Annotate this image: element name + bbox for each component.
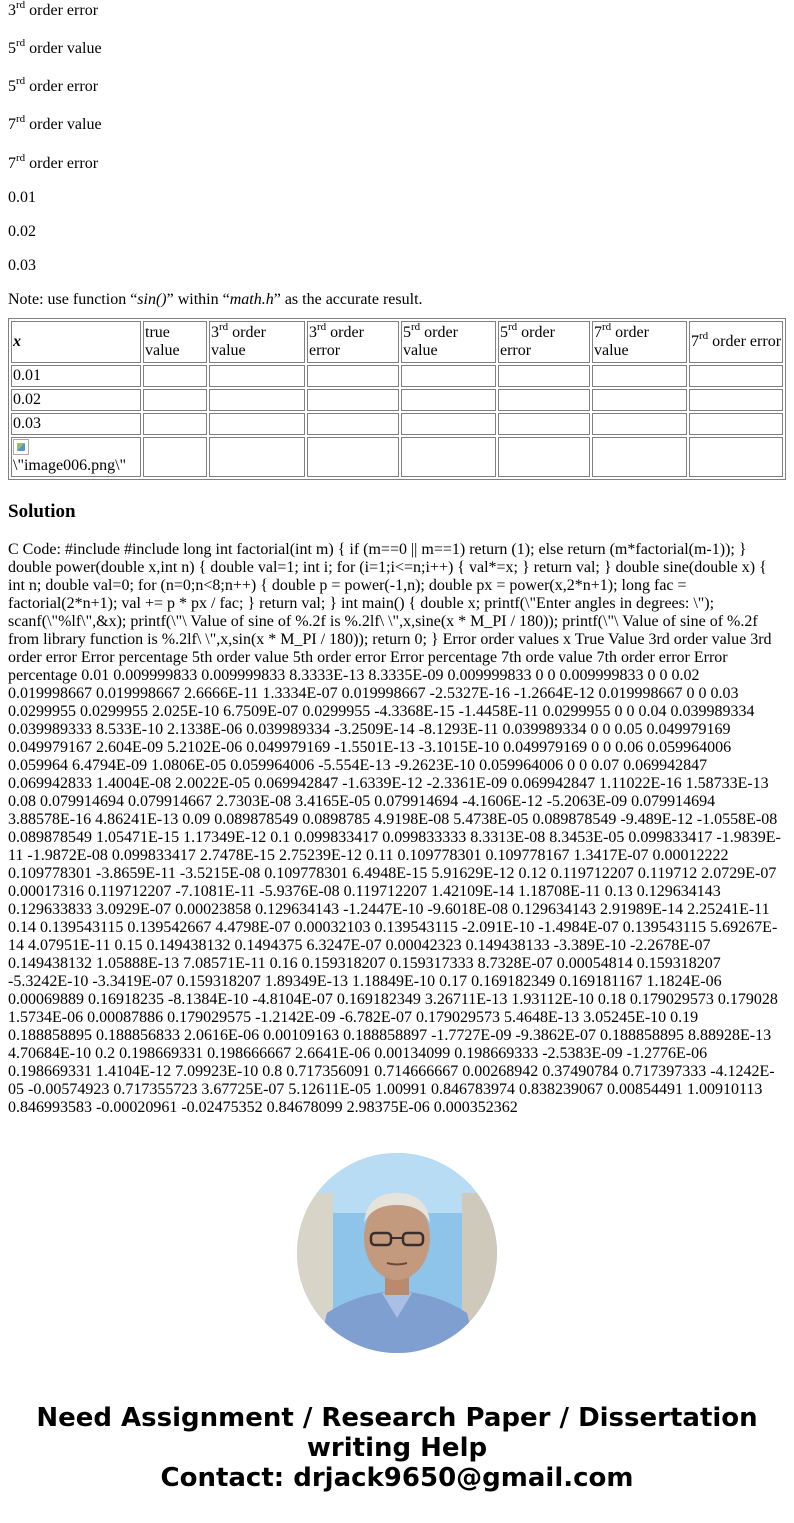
cell-empty [689,437,783,477]
x-value-line: 0.03 [8,257,36,274]
table-row [11,389,783,411]
promo-banner [0,1403,794,1493]
x-value-line: 0.02 [8,223,36,240]
broken-image-icon [13,439,29,455]
header-7th-error: 7rd order error [689,321,783,363]
header-5th-error: 5rd order error [498,321,590,363]
image-alt-text: \"image006.png\" [13,457,127,474]
intro-line-7th-error: 7rd order error [8,151,99,172]
cell-x: 0.02 [11,389,141,411]
cell-empty [307,389,399,411]
cell-empty [209,365,305,387]
cell-empty [689,389,783,411]
promo-contact: Contact: drjack9650@gmail.com [160,1463,634,1493]
x-value-line: 0.01 [8,189,36,206]
intro-line-3rd-error: 3rd order error [8,0,99,19]
header-5th-value: 5rd order value [401,321,496,363]
header-7th-value: 7rd order value [592,321,687,363]
table-header-row [11,321,783,363]
cell-empty [592,365,687,387]
header-3rd-error: 3rd order error [307,321,399,363]
intro-line-5th-error: 5rd order error [8,74,99,95]
cell-empty [401,365,496,387]
cell-empty [592,437,687,477]
header-x: x [11,321,141,363]
cell-empty [209,389,305,411]
cell-empty [307,365,399,387]
avatar-portrait [297,1153,497,1353]
table-row-image [11,437,783,477]
cell-empty [307,413,399,435]
header-true-value: true value [143,321,207,363]
cell-empty [307,437,399,477]
cell-empty [498,365,590,387]
cell-empty [689,413,783,435]
cell-empty [401,389,496,411]
author-avatar [297,1153,497,1353]
note-text: Note: use function “sin()” within “math.h” as the accurate result. [8,291,423,308]
cell-empty [689,365,783,387]
header-3rd-value: 3rd order value [209,321,305,363]
promo-line: writing Help [306,1433,488,1463]
cell-empty [498,413,590,435]
cell-empty [498,437,590,477]
cell-empty [592,413,687,435]
table-row [11,413,783,435]
error-table [8,318,786,480]
cell-empty [143,389,207,411]
cell-empty [498,389,590,411]
cell-empty [209,413,305,435]
cell-x: 0.01 [11,365,141,387]
cell-empty [401,413,496,435]
solution-heading: Solution [8,501,76,522]
solution-body: C Code: #include #include long int factorial(int m) { if (m==0 || m==1) return (1); else return (m*factorial(m-1)); } double power(double x,int n) { double val=1; int i; for (i=1;i<=n;i++) { val*=x; } return val; } double sine(double x) { int n; double val=0; for (n=0;n<8;n++) { double p = power(-1,n); double px = power(x,2*n+1); long fac = factorial(2*n+1); val += p * px / fac; } return val; } int main() { double x; printf(\"Enter angles in degrees: \"); scanf(\"%lf\",&x); printf(\"\ Value of sine of %.2f is %.2lf\ \",x,sine(x * M_PI / 180)); printf(\"\ Value of sine of %.2f from library function is %.2lf\ \",x,sin(x * M_PI / 180)); return 0; } Error order values x True Value 3rd order value 3rd order error Error percentage 5th order value 5th order error Error percentage 7th orde value 7th order error Error percentage 0.01 0.009999833 0.009999833 8.3333E-13 8.3335E-09 0.009999833 0 0 0.009999833 0 0 0.02 0.019998667 0.019998667 2.6666E-11 1.3334E-07 0.019998667 -2.5327E-16 -1.2664E-12 0.019998667 0 0 0.03 0.0299955 0.0299955 2.025E-10 6.7509E-07 0.0299955 -4.3368E-15 -1.4458E-11 0.0299955 0 0 0.04 0.039989334 0.039989333 8.533E-10 2.1338E-06 0.039989334 -3.2509E-14 -8.1293E-11 0.039989334 0 0 0.05 0.049979169 0.049979167 2.604E-09 5.2102E-06 0.049979169 -1.5501E-13 -3.1015E-10 0.049979169 0 0 0.06 0.059964006 0.059964 6.4794E-09 1.0806E-05 0.059964006 -5.554E-13 -9.2623E-10 0.059964006 0 0 0.07 0.069942847 0.069942833 1.4004E-08 2.0022E-05 0.069942847 -1.6339E-12 -2.3361E-09 0.069942847 1.11022E-16 1.58733E-13 0.08 0.079914694 0.079914667 2.7303E-08 3.4165E-05 0.079914694 -4.1606E-12 -5.2063E-09 0.079914694 3.88578E-16 4.86241E-13 0.09 0.089878549 0.0898785 4.9198E-08 5.4738E-05 0.089878549 -9.489E-12 -1.0558E-08 0.089878549 1.05471E-15 1.17349E-12 0.1 0.099833417 0.099833333 8.3313E-08 8.3453E-05 0.099833417 -1.9839E-11 -1.9872E-08 0.099833417 2.7478E-15 2.75239E-12 0.11 0.109778301 0.109778167 1.3417E-07 0.00012222 0.109778301 -3.8659E-11 -3.5215E-08 0.109778301 6.4948E-15 5.91629E-12 0.12 0.119712207 0.119712 2.0729E-07 0.00017316 0.119712207 -7.1081E-11 -5.9376E-08 0.119712207 1.42109E-14 1.18708E-11 0.13 0.129634143 0.129633833 3.0929E-07 0.00023858 0.129634143 -1.2447E-10 -9.6018E-08 0.129634143 2.91989E-14 2.25241E-11 0.14 0.139543115 0.139542667 4.4798E-07 0.00032103 0.139543115 -2.091E-10 -1.4984E-07 0.139543115 5.69267E-14 4.07951E-11 0.15 0.149438132 0.1494375 6.3247E-07 0.00042323 0.149438133 -3.389E-10 -2.2678E-07 0.149438132 1.05888E-13 7.08571E-11 0.16 0.159318207 0.159317333 8.7328E-07 0.00054814 0.159318207 -5.3242E-10 -3.3419E-07 0.159318207 1.89349E-13 1.18849E-10 0.17 0.169182349 0.169181167 1.1824E-06 0.00069889 0.16918235 -8.1384E-10 -4.8104E-07 0.169182349 3.26711E-13 1.93112E-10 0.18 0.179029573 0.179028 1.5734E-06 0.00087886 0.179029575 -1.2142E-09 -6.782E-07 0.179029573 5.4648E-13 3.05245E-10 0.19 0.188858895 0.188856833 2.0616E-06 0.00109163 0.188858897 -1.7727E-09 -9.3862E-07 0.188858895 8.88928E-13 4.70684E-10 0.2 0.198669331 0.198666667 2.6641E-06 0.00134099 0.198669333 -2.5383E-09 -1.2776E-06 0.198669331 1.4104E-12 7.09923E-10 0.8 0.717356091 0.714666667 0.00268942 0.37490784 0.717397333 -4.1242E-05 -0.00574923 0.717355723 3.67725E-07 5.12611E-05 1.00991 0.846783974 0.838239067 0.00854491 1.00910113 0.846993583 -0.00020961 -0.02475352 0.84678099 2.98375E-06 0.000352362 [8,541,781,1116]
intro-line-5th-value: 5rd order value [8,36,102,57]
broken-image-cell [11,437,141,477]
cell-empty [592,389,687,411]
cell-empty [401,437,496,477]
cell-empty [143,365,207,387]
table-row [11,365,783,387]
cell-empty [209,437,305,477]
cell-empty [143,437,207,477]
cell-x: 0.03 [11,413,141,435]
cell-empty [143,413,207,435]
promo-line: Need Assignment / Research Paper / Dissertation [36,1403,758,1433]
intro-line-7th-value: 7rd order value [8,112,102,133]
